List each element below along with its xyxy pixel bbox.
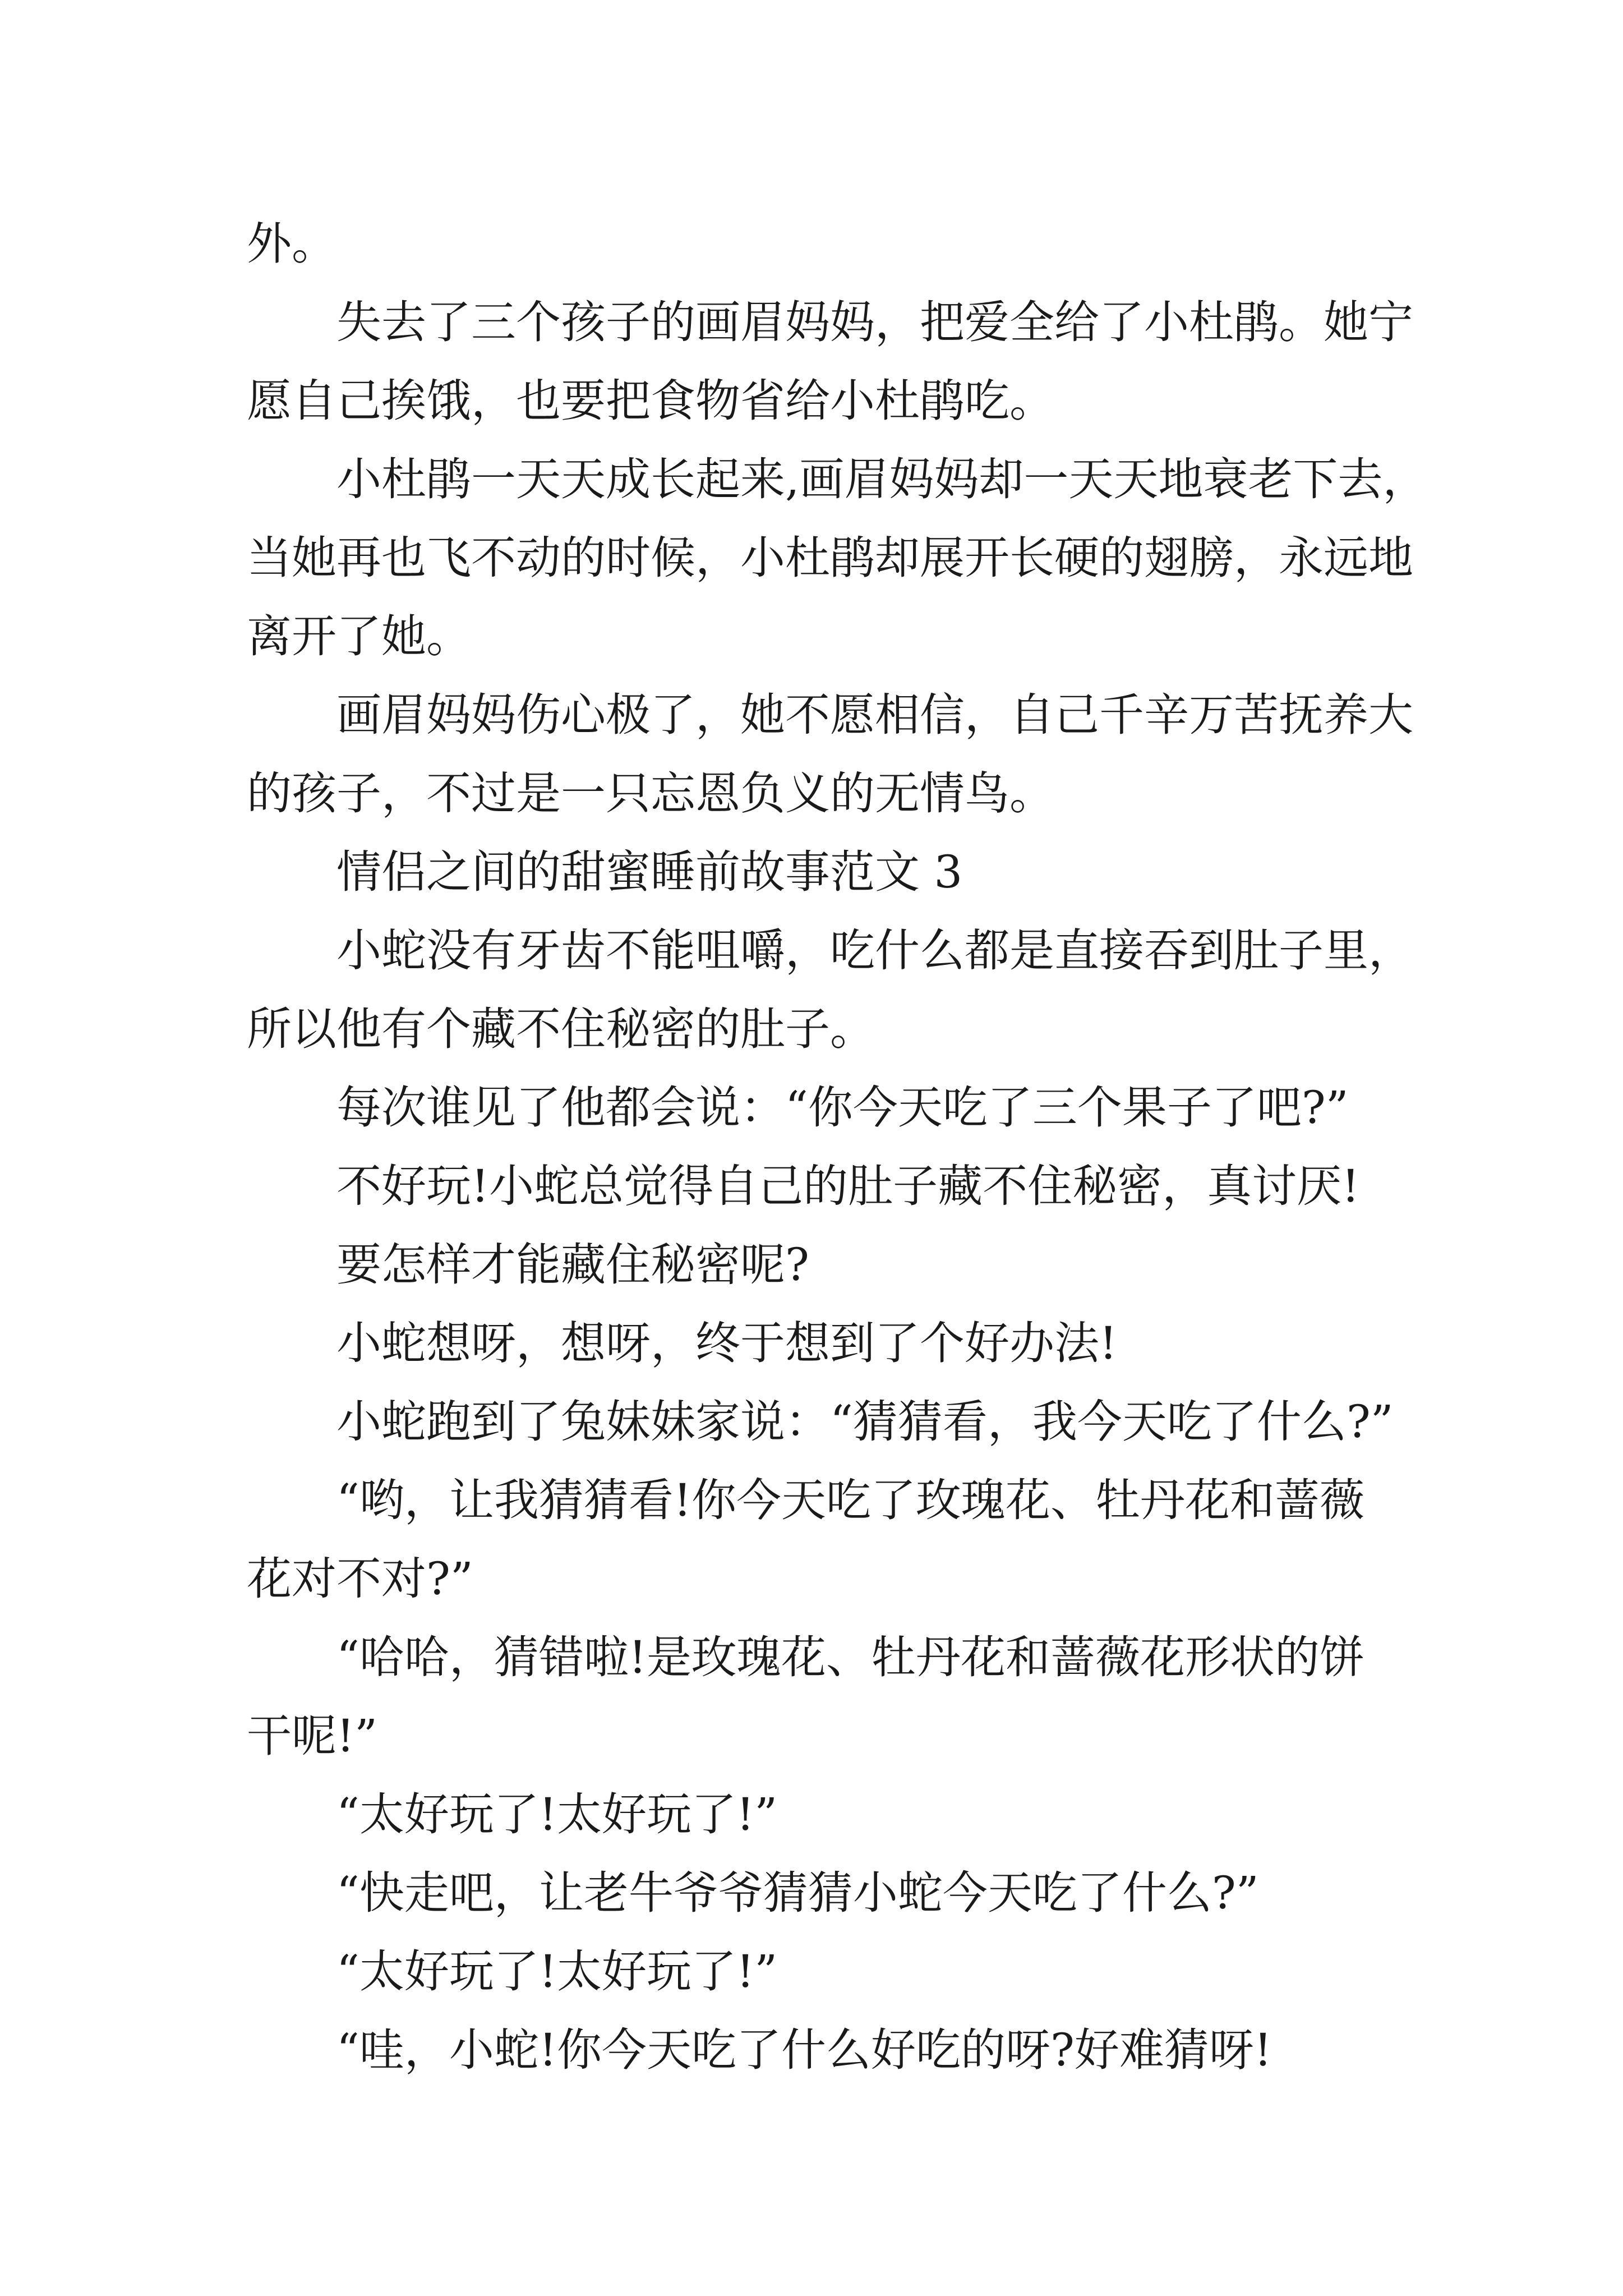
text-line: 外。 [247,218,336,270]
text-line: “哈哈，猜错啦!是玫瑰花、牡丹花和蔷薇花形状的饼 [336,1631,1365,1683]
text-line: 当她再也飞不动的时候，小杜鹃却展开长硬的翅膀，永远地 [247,532,1413,584]
text-line: “快走吧，让老牛爷爷猜猜小蛇今天吃了什么?” [336,1867,1259,1919]
text-line: “哇，小蛇!你今天吃了什么好吃的呀?好难猜呀! [336,2024,1272,2076]
text-line: 小蛇跑到了兔妹妹家说：“猜猜看，我今天吃了什么?” [336,1396,1394,1448]
text-line: “太好玩了!太好玩了!” [336,1945,778,1998]
text-line: 画眉妈妈伤心极了，她不愿相信，自己千辛万苦抚养大 [336,689,1413,741]
text-line: 所以他有个藏不住秘密的肚子。 [247,1003,875,1055]
text-line: 失去了三个孩子的画眉妈妈，把爱全给了小杜鹃。她宁 [336,296,1413,348]
text-line: 花对不对?” [247,1553,473,1605]
text-line: 小杜鹃一天天成长起来,画眉妈妈却一天天地衰老下去， [336,453,1428,505]
text-line: 小蛇没有牙齿不能咀嚼，吃什么都是直接吞到肚子里， [336,924,1413,977]
text-line: 要怎样才能藏住秘密呢? [336,1239,809,1291]
text-line: 愿自己挨饿，也要把食物省给小杜鹃吃。 [247,375,1054,427]
text-line: 的孩子，不过是一只忘恩负义的无情鸟。 [247,767,1054,820]
text-line: 干呢!” [247,1710,378,1762]
text-line: “哟，让我猜猜看!你今天吃了玫瑰花、牡丹花和蔷薇 [336,1474,1365,1526]
text-line: “太好玩了!太好玩了!” [336,1788,778,1841]
text-line: 不好玩!小蛇总觉得自己的肚子藏不住秘密，真讨厌! [336,1160,1360,1212]
text-line: 小蛇想呀，想呀，终于想到了个好办法! [336,1317,1118,1369]
text-line: 离开了她。 [247,610,471,662]
text-line: 每次谁见了他都会说：“你今天吃了三个果子了吧?” [336,1082,1349,1134]
section-heading: 情侣之间的甜蜜睡前故事范文 3 [336,846,963,898]
